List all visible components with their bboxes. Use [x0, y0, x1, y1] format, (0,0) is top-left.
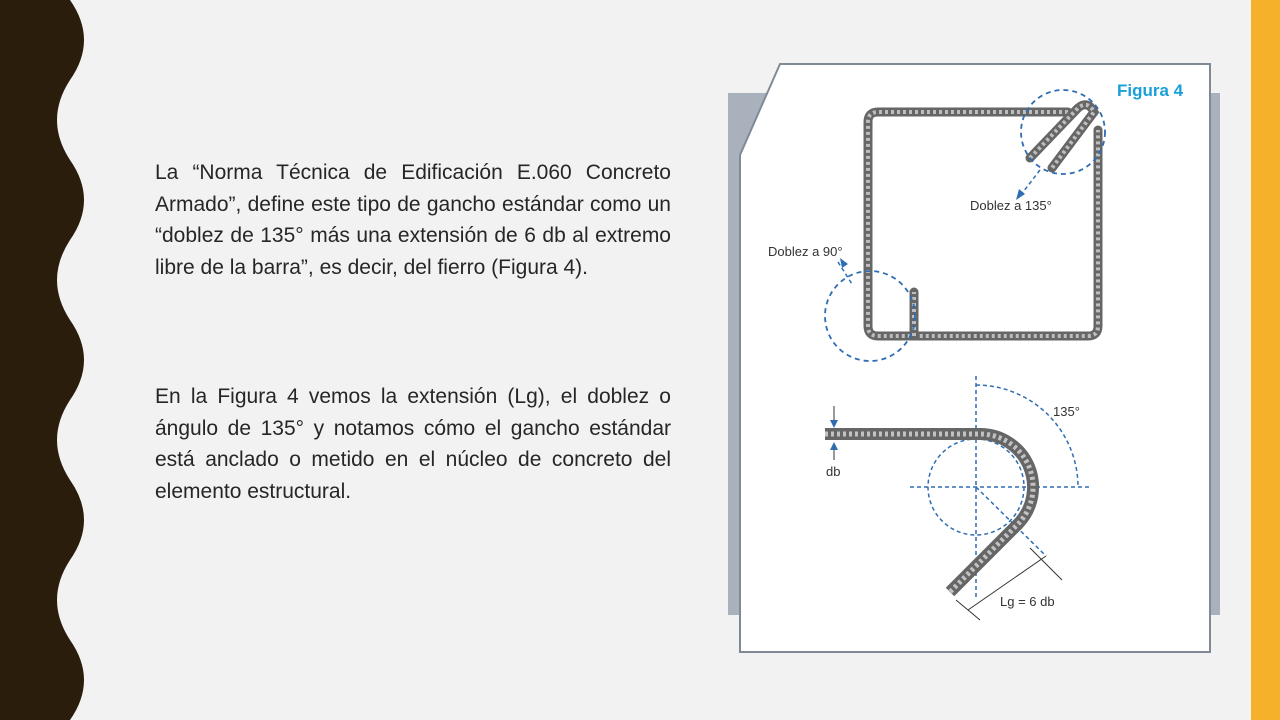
bend-135-label: Doblez a 135° — [970, 198, 1052, 213]
lg-label: Lg = 6 db — [1000, 594, 1055, 609]
figure-4-diagram — [725, 60, 1225, 660]
db-label: db — [826, 464, 841, 479]
body-paragraph-1: La “Norma Técnica de Edificación E.060 Concreto Armado”, define este tipo de gancho estándar como un “doblez de 135° más una extensión de 6 db al extremo libre de la barra”, es decir, del fierro (Figura 4). — [155, 161, 671, 279]
body-paragraph-2: En la Figura 4 vemos la extensión (Lg), el doblez o ángulo de 135° y notamos cómo el gancho estándar está anclado o metido en el núcleo de concreto del elemento estructural. — [155, 385, 671, 503]
figure-title: Figura 4 — [1117, 81, 1184, 100]
right-accent-stripe — [1251, 0, 1280, 720]
left-wavy-border — [0, 0, 100, 720]
bend-90-label: Doblez a 90° — [768, 244, 843, 259]
angle-label: 135° — [1053, 404, 1080, 419]
